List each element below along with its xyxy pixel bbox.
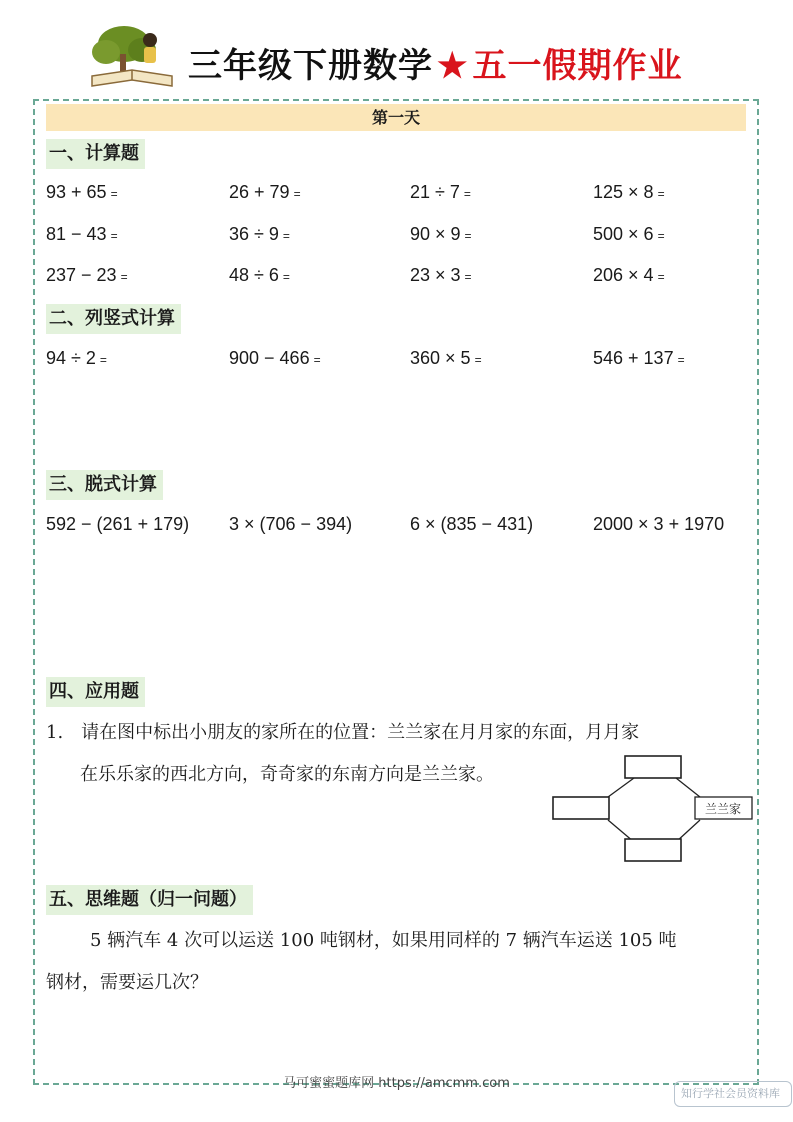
expression: 21 ÷ 7 (410, 182, 460, 202)
expression: 500 × 6 (593, 224, 654, 244)
header (0, 0, 793, 96)
watermark-badge: 知行学社会员资料库 (674, 1081, 792, 1107)
equals-sign: = (464, 270, 472, 284)
calc-item (229, 348, 321, 369)
step-expression: 6 × (835 − 431) (410, 514, 534, 534)
equals-sign: = (99, 353, 107, 367)
calc-row (46, 182, 756, 208)
expression: 81 − 43 (46, 224, 107, 244)
equals-sign: = (474, 353, 482, 367)
calc-row (46, 265, 756, 291)
diagram-box-top (625, 756, 681, 778)
step-calc-row (46, 514, 756, 540)
calc-item (593, 265, 665, 286)
vertical-calc-row (46, 348, 756, 374)
diagram-label-lanlan: 兰兰家 (704, 802, 742, 816)
calc-item (410, 182, 471, 203)
reading-child-logo-icon (84, 22, 180, 94)
calc-item (593, 224, 665, 245)
expression: 90 × 9 (410, 224, 461, 244)
expression: 206 × 4 (593, 265, 654, 285)
calc-item (229, 182, 301, 203)
thinking-line-2: 钢材，需要运几次？ (46, 972, 208, 993)
equals-sign: = (657, 270, 665, 284)
calc-item (410, 348, 482, 369)
calc-item (410, 224, 472, 245)
equals-sign: = (464, 229, 472, 243)
title-grade: 三年级下册数学 (188, 46, 433, 86)
calc-item (46, 224, 118, 245)
application-line-2: 在乐乐家的西北方向，奇奇家的东南方向是兰兰家。 (80, 764, 494, 785)
equals-sign: = (110, 229, 118, 243)
expression: 900 − 466 (229, 348, 310, 368)
calc-item (593, 182, 665, 203)
calc-item (46, 265, 128, 286)
expression: 26 + 79 (229, 182, 290, 202)
location-diagram (548, 750, 758, 868)
section-title-application: 四、应用题 (46, 677, 145, 707)
section-title-step: 三、脱式计算 (46, 470, 163, 500)
diagram-box-bottom (625, 839, 681, 861)
section-title-calc: 一、计算题 (46, 139, 145, 169)
equals-sign: = (657, 229, 665, 243)
equals-sign: = (313, 353, 321, 367)
calc-item (46, 182, 118, 203)
step-expression: 3 × (706 − 394) (229, 514, 353, 534)
calc-item (229, 265, 290, 286)
step-expression: 2000 × 3 + 1970 (593, 514, 725, 534)
day-label: 第一天 (46, 104, 746, 131)
equals-sign: = (293, 187, 301, 201)
thinking-line-1: 5 辆汽车 4 次可以运送 100 吨钢材，如果用同样的 7 辆汽车运送 105 吨 (90, 930, 677, 951)
application-line-1: 1. 请在图中标出小朋友的家所在的位置：兰兰家在月月家的东面，月月家 (46, 722, 640, 743)
equals-sign: = (282, 229, 290, 243)
calc-item (410, 265, 472, 286)
expression: 93 + 65 (46, 182, 107, 202)
step-expression: 592 − (261 + 179) (46, 514, 190, 534)
equals-sign: = (463, 187, 471, 201)
section-title-vertical: 二、列竖式计算 (46, 304, 181, 334)
expression: 360 × 5 (410, 348, 471, 368)
calc-item (593, 348, 685, 369)
page-title (188, 38, 682, 87)
star-icon: ★ (437, 46, 469, 86)
expression: 48 ÷ 6 (229, 265, 279, 285)
footer-source: 马可蜜蜜题库网 https://amcmm.com (283, 1076, 510, 1091)
expression: 237 − 23 (46, 265, 117, 285)
equals-sign: = (110, 187, 118, 201)
section-title-thinking: 五、思维题（归一问题） (46, 885, 253, 915)
title-homework: 五一假期作业 (472, 46, 683, 86)
expression: 125 × 8 (593, 182, 654, 202)
calc-item (229, 224, 290, 245)
equals-sign: = (657, 187, 665, 201)
equals-sign: = (677, 353, 685, 367)
diagram-box-left (553, 797, 609, 819)
expression: 36 ÷ 9 (229, 224, 279, 244)
expression: 94 ÷ 2 (46, 348, 96, 368)
calc-row (46, 224, 756, 250)
expression: 23 × 3 (410, 265, 461, 285)
calc-item (46, 348, 107, 369)
equals-sign: = (120, 270, 128, 284)
equals-sign: = (282, 270, 290, 284)
expression: 546 + 137 (593, 348, 674, 368)
